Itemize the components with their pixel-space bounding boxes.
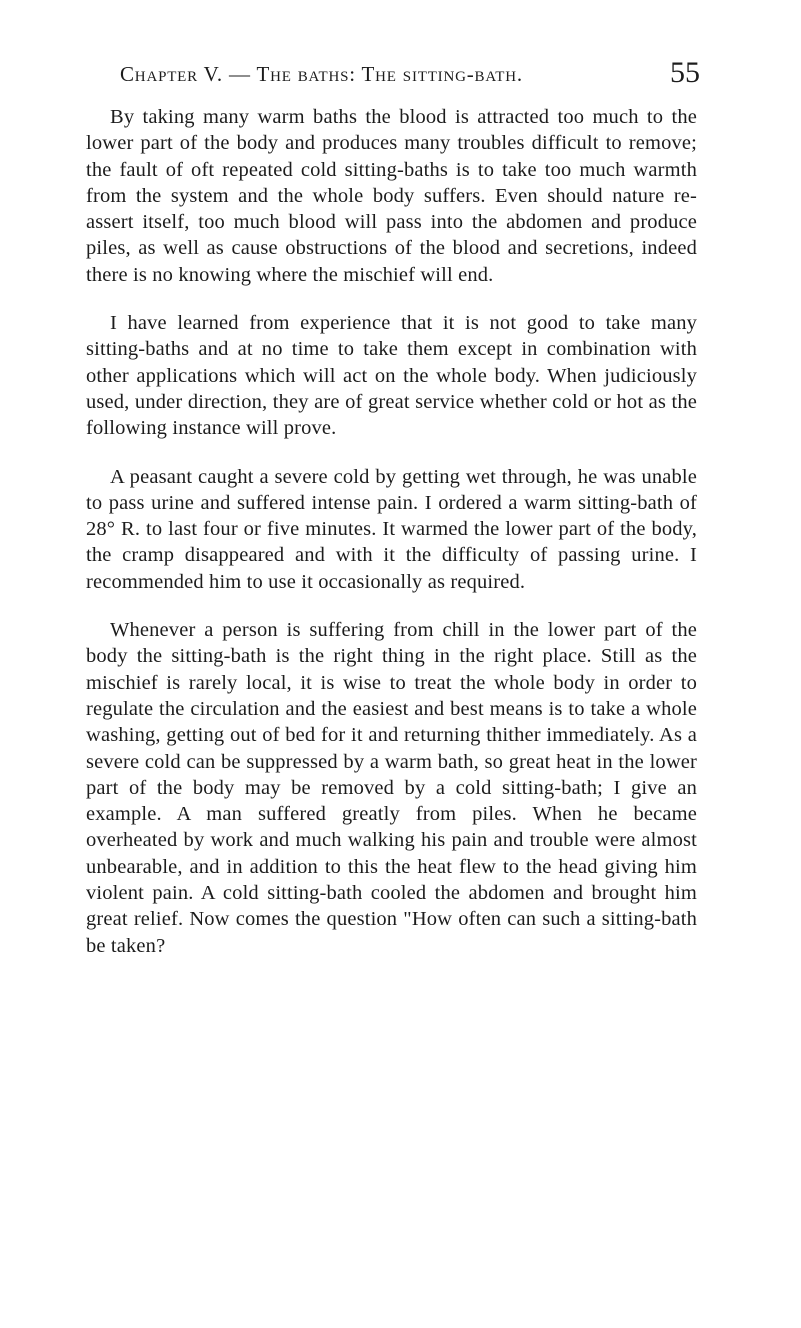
page-number: 55 — [670, 56, 700, 89]
paragraph: I have learned from experience that it is not good to take many sitting-baths and at no time to take them except in combination with other applications which will act on the whole body. When judiciously used, under direction, they are of great service whether cold or hot as the following instance will prove. — [86, 312, 697, 440]
paragraph: Whenever a person is suffering from chill in the lower part of the body the sitting-bath is the right thing in the right place. Still as the mischief is rarely local, it is wise to treat the whole body in order to regulate the circulation and the easiest and best means is to take a whole washing, getting out of bed for it and returning thither immediately. As a severe cold can be suppressed by a warm bath, so great heat in the lower part of the body may be removed by a cold sitting-bath; I give an example. A man suffered greatly from piles. When he became overheated by work and much walking his pain and trouble were almost unbearable, and in addition to this the heat flew to the head giving him violent pain. A cold sitting-bath cooled the abdomen and brought him great relief. Now comes the question "How often can such a sitting-bath be taken? — [86, 619, 697, 957]
running-head — [120, 56, 700, 90]
chapter-title: Chapter V. — The baths: The sitting-bath. — [120, 62, 523, 86]
body-text — [86, 104, 697, 981]
paragraph: A peasant caught a severe cold by getting wet through, he was unable to pass urine and suffered intense pain. I ordered a warm sitting-bath of 28° R. to last four or five minutes. It warmed the lower part of the body, the cramp disappeared and with it the difficulty of passing urine. I recommended him to use it occasionally as required. — [86, 465, 697, 593]
paragraph: By taking many warm baths the blood is attracted too much to the lower part of the body and produces many troubles difficult to remove; the fault of oft repeated cold sitting-baths is to take too much warmth from the system and the whole body suffers. Even should nature re-assert itself, too much blood will pass into the abdomen and produce piles, as well as cause obstructions of the blood and secretions, indeed there is no knowing where the mischief will end. — [86, 106, 697, 286]
